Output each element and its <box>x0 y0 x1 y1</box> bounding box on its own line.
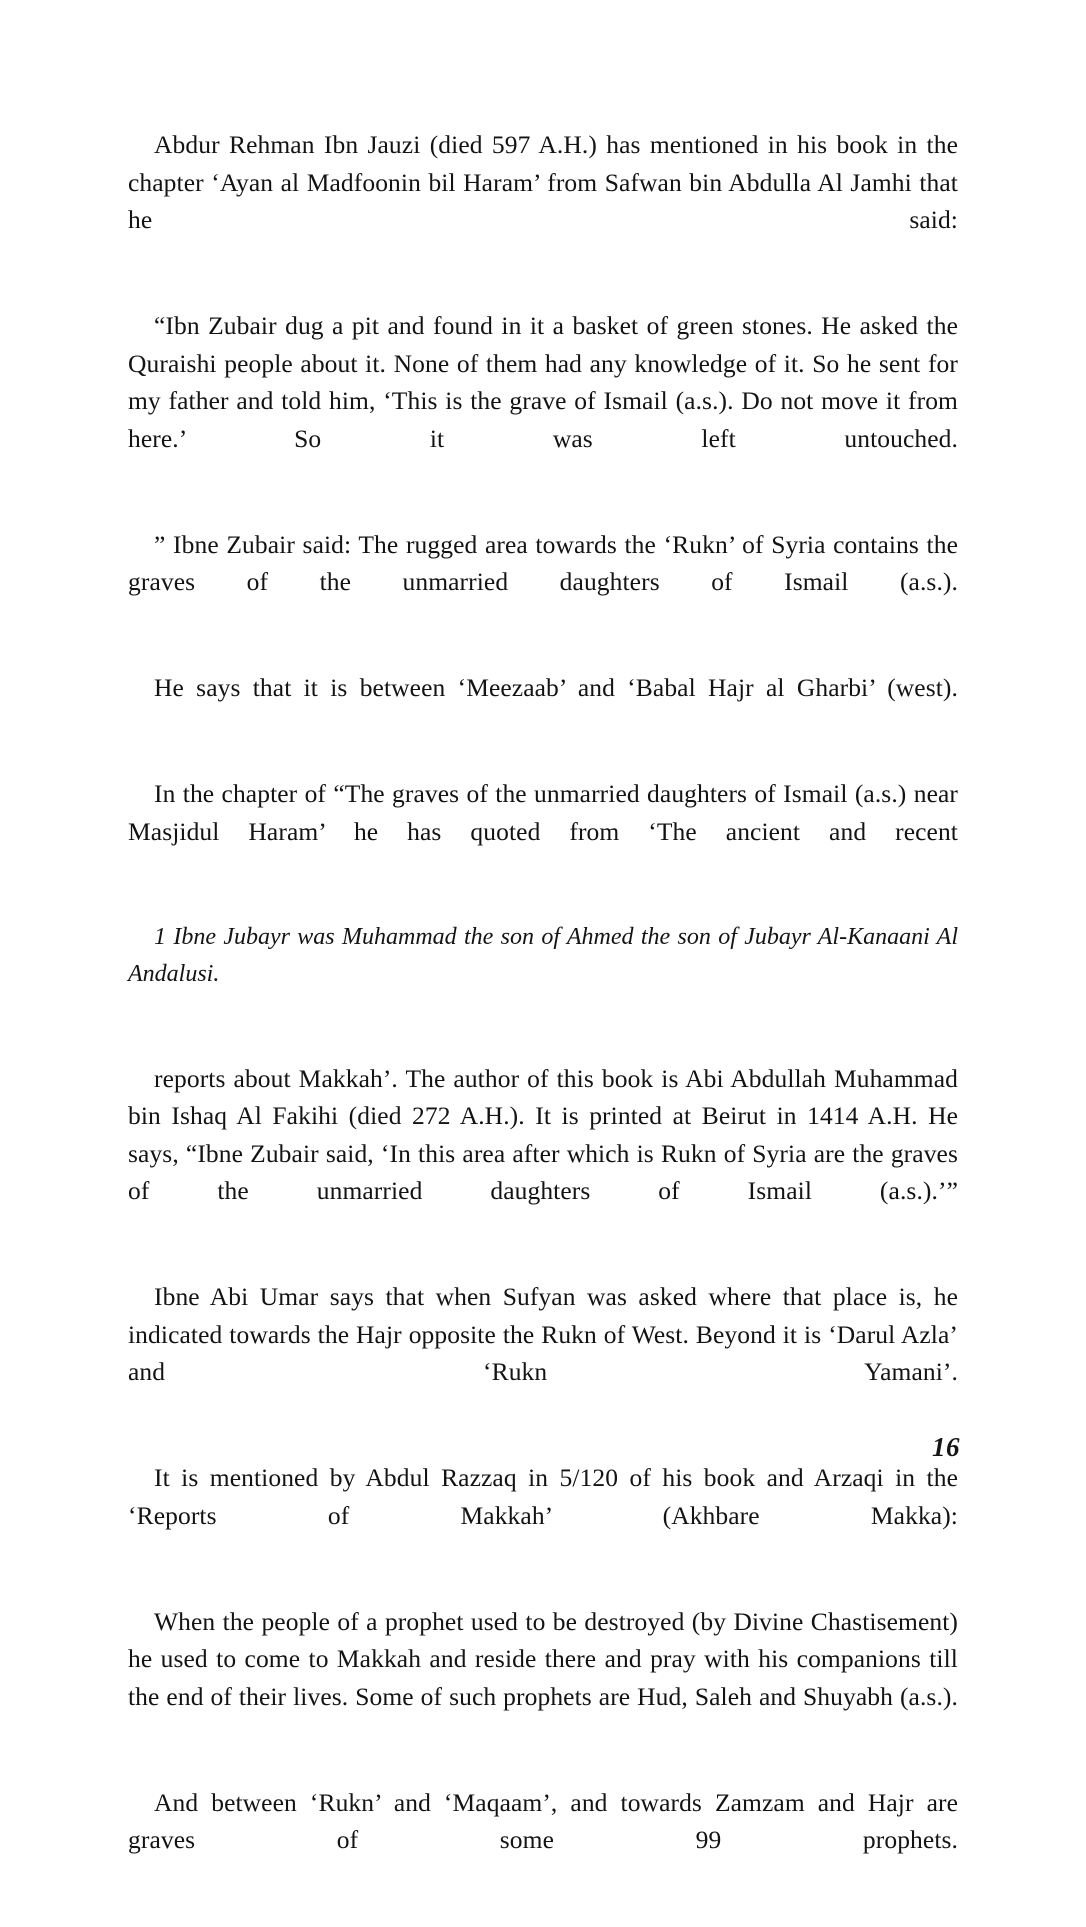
footnote-ibne-jubayr: 1 Ibne Jubayr was Muhammad the son of Ahmed the son of Jubayr Al-Kanaani Al Andalusi. <box>128 923 958 987</box>
paragraph-3: ” Ibne Zubair said: The rugged area towards the ‘Rukn’ of Syria contains the graves of the unmarried daughters of Ismail (a.s.). <box>128 529 958 596</box>
paragraph-7: reports about Makkah’. The author of this book is Abi Abdullah Muhammad bin Ishaq Al Fakihi (died 272 A.H.). It is printed at Beirut in 1414 A.H. He says, “Ibne Zubair said, ‘In this area after which is Rukn of Syria are the graves of the unmarried daughters of Ismail (a.s.).’” <box>128 1063 958 1205</box>
paragraph-11: And between ‘Rukn’ and ‘Maqaam’, and towards Zamzam and Hajr are graves of some 99 prophets. <box>128 1787 958 1854</box>
text-column <box>128 126 958 1927</box>
paragraph-10: When the people of a prophet used to be destroyed (by Divine Chastisement) he used to come to Makkah and reside there and pray with his companions till the end of their lives. Some of such prophets are Hud, Saleh and Shuyabh (a.s.). <box>128 1606 958 1711</box>
paragraph-4: He says that it is between ‘Meezaab’ and ‘Babal Hajr al Gharbi’ (west). <box>154 673 958 702</box>
paragraph-1: Abdur Rehman Ibn Jauzi (died 597 A.H.) has mentioned in his book in the chapter ‘Ayan al Madfoonin bil Haram’ from Safwan bin Abdulla Al Jamhi that he said: <box>128 130 958 234</box>
paragraph-5: In the chapter of “The graves of the unmarried daughters of Ismail (a.s.) near Masjidul Haram’ he has quoted from ‘The ancient and recent <box>128 779 958 846</box>
paragraph-8: Ibne Abi Umar says that when Sufyan was asked where that place is, he indicated towards the Hajr opposite the Rukn of West. Beyond it is ‘Darul Azla’ and ‘Rukn Yamani’. <box>128 1282 958 1386</box>
page-number: 16 <box>932 1432 960 1462</box>
paragraph-9: It is mentioned by Abdul Razzaq in 5/120 of his book and Arzaqi in the ‘Reports of Makkah’ (Akhbare Makka): <box>128 1463 958 1530</box>
paragraph-2: “Ibn Zubair dug a pit and found in it a basket of green stones. He asked the Quraishi people about it. None of them had any knowledge of it. So he sent for my father and told him, ‘This is the grave of Ismail (a.s.). Do not move it from here.’ So it was left untouched. <box>128 311 958 453</box>
